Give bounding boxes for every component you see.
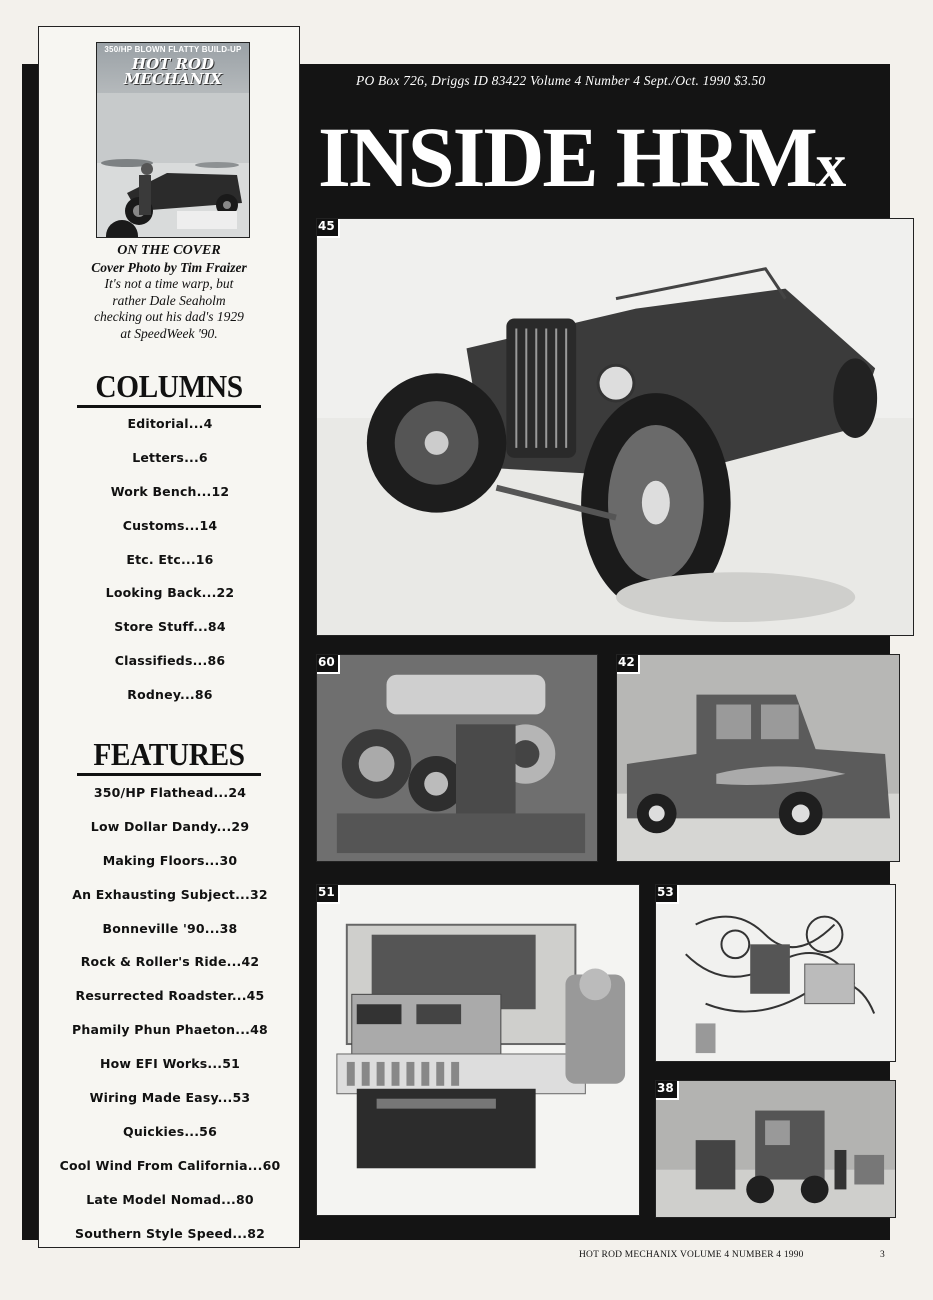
toc-item-phamily-phun-phaeton[interactable]: Phamily Phun Phaeton...48 bbox=[72, 1022, 268, 1038]
page-badge: 38 bbox=[655, 1080, 679, 1100]
features-list bbox=[39, 783, 301, 1257]
photo-engine[interactable] bbox=[316, 654, 598, 862]
page-badge: 51 bbox=[316, 884, 340, 904]
cover-thumbnail bbox=[96, 42, 250, 238]
page-badge: 53 bbox=[655, 884, 679, 904]
toc-item-making-floors[interactable]: Making Floors...30 bbox=[102, 852, 238, 868]
page-badge: 42 bbox=[616, 654, 640, 674]
toc-item-editorial[interactable]: Editorial...4 bbox=[127, 416, 213, 431]
columns-heading: COLUMNS bbox=[77, 369, 261, 408]
toc-item-rodney[interactable]: Rodney...86 bbox=[127, 687, 213, 703]
cover-caption-credit: Cover Photo by Tim Fraizer bbox=[91, 259, 247, 275]
photo-bonneville[interactable] bbox=[655, 1080, 896, 1218]
toc-item-work-bench[interactable]: Work Bench...12 bbox=[110, 483, 230, 499]
toc-item-cool-wind[interactable]: Cool Wind From California...60 bbox=[59, 1157, 281, 1173]
toc-item-looking-back[interactable]: Looking Back...22 bbox=[105, 585, 235, 601]
cover-photo-illustration bbox=[97, 93, 250, 238]
page-badge: 60 bbox=[316, 654, 340, 674]
toc-item-quickies[interactable]: Quickies...56 bbox=[123, 1123, 217, 1139]
cover-caption bbox=[49, 243, 289, 342]
cover-caption-line: checking out his dad's 1929 bbox=[94, 309, 244, 324]
page-badge: 45 bbox=[316, 218, 340, 238]
page-title bbox=[318, 109, 867, 205]
toc-item-letters[interactable]: Letters...6 bbox=[132, 449, 208, 465]
toc-item-late-model-nomad[interactable]: Late Model Nomad...80 bbox=[86, 1191, 254, 1207]
bonneville-illustration bbox=[656, 1081, 895, 1217]
toc-item-resurrected-roadster[interactable]: Resurrected Roadster...45 bbox=[75, 988, 265, 1004]
toc-item-store-stuff[interactable]: Store Stuff...84 bbox=[114, 619, 226, 635]
cover-caption-line: at SpeedWeek '90. bbox=[120, 325, 218, 341]
toc-item-bonneville[interactable]: Bonneville '90...38 bbox=[102, 920, 238, 936]
cover-headline: 350/HP BLOWN FLATTY BUILD-UP bbox=[104, 45, 242, 54]
engine-illustration bbox=[317, 655, 597, 861]
truck-illustration bbox=[617, 655, 899, 861]
toc-item-customs[interactable]: Customs...14 bbox=[122, 517, 218, 533]
features-heading: FEATURES bbox=[77, 737, 261, 776]
table-of-contents-sidebar bbox=[38, 26, 300, 1248]
toc-item-classifieds[interactable]: Classifieds...86 bbox=[114, 653, 226, 669]
masthead-info: PO Box 726, Driggs ID 83422 Volume 4 Number 4 Sept./Oct. 1990 $3.50 bbox=[356, 73, 766, 88]
wiring-illustration bbox=[656, 885, 895, 1061]
photo-roadster[interactable] bbox=[316, 218, 914, 636]
title-suffix: x bbox=[815, 132, 847, 200]
cover-caption-title: ON THE COVER bbox=[117, 243, 221, 258]
toc-item-rock-rollers-ride[interactable]: Rock & Roller's Ride...42 bbox=[80, 954, 260, 970]
title-main: INSIDE HRM bbox=[318, 109, 816, 205]
toc-item-exhausting-subject[interactable]: An Exhausting Subject...32 bbox=[72, 886, 268, 902]
efi-illustration bbox=[317, 885, 639, 1215]
toc-item-wiring-made-easy[interactable]: Wiring Made Easy...53 bbox=[89, 1090, 251, 1106]
toc-item-how-efi-works[interactable]: How EFI Works...51 bbox=[99, 1056, 241, 1072]
photo-efi[interactable] bbox=[316, 884, 640, 1216]
cover-logo: HOT ROD MECHANIX bbox=[123, 55, 223, 88]
roadster-illustration bbox=[317, 219, 913, 635]
toc-item-low-dollar-dandy[interactable]: Low Dollar Dandy...29 bbox=[90, 818, 250, 834]
photo-truck[interactable] bbox=[616, 654, 900, 862]
cover-caption-line: rather Dale Seaholm bbox=[112, 292, 226, 308]
toc-item-etc[interactable]: Etc. Etc...16 bbox=[126, 551, 214, 567]
page-number: 3 bbox=[880, 1250, 885, 1260]
toc-item-flathead[interactable]: 350/HP Flathead...24 bbox=[93, 785, 247, 800]
cover-caption-line: It's not a time warp, but bbox=[104, 276, 234, 291]
columns-list bbox=[39, 414, 301, 719]
toc-item-southern-style-speed[interactable]: Southern Style Speed...82 bbox=[75, 1225, 265, 1241]
footer-info: HOT ROD MECHANIX VOLUME 4 NUMBER 4 1990 bbox=[579, 1250, 804, 1260]
photo-wiring[interactable] bbox=[655, 884, 896, 1062]
